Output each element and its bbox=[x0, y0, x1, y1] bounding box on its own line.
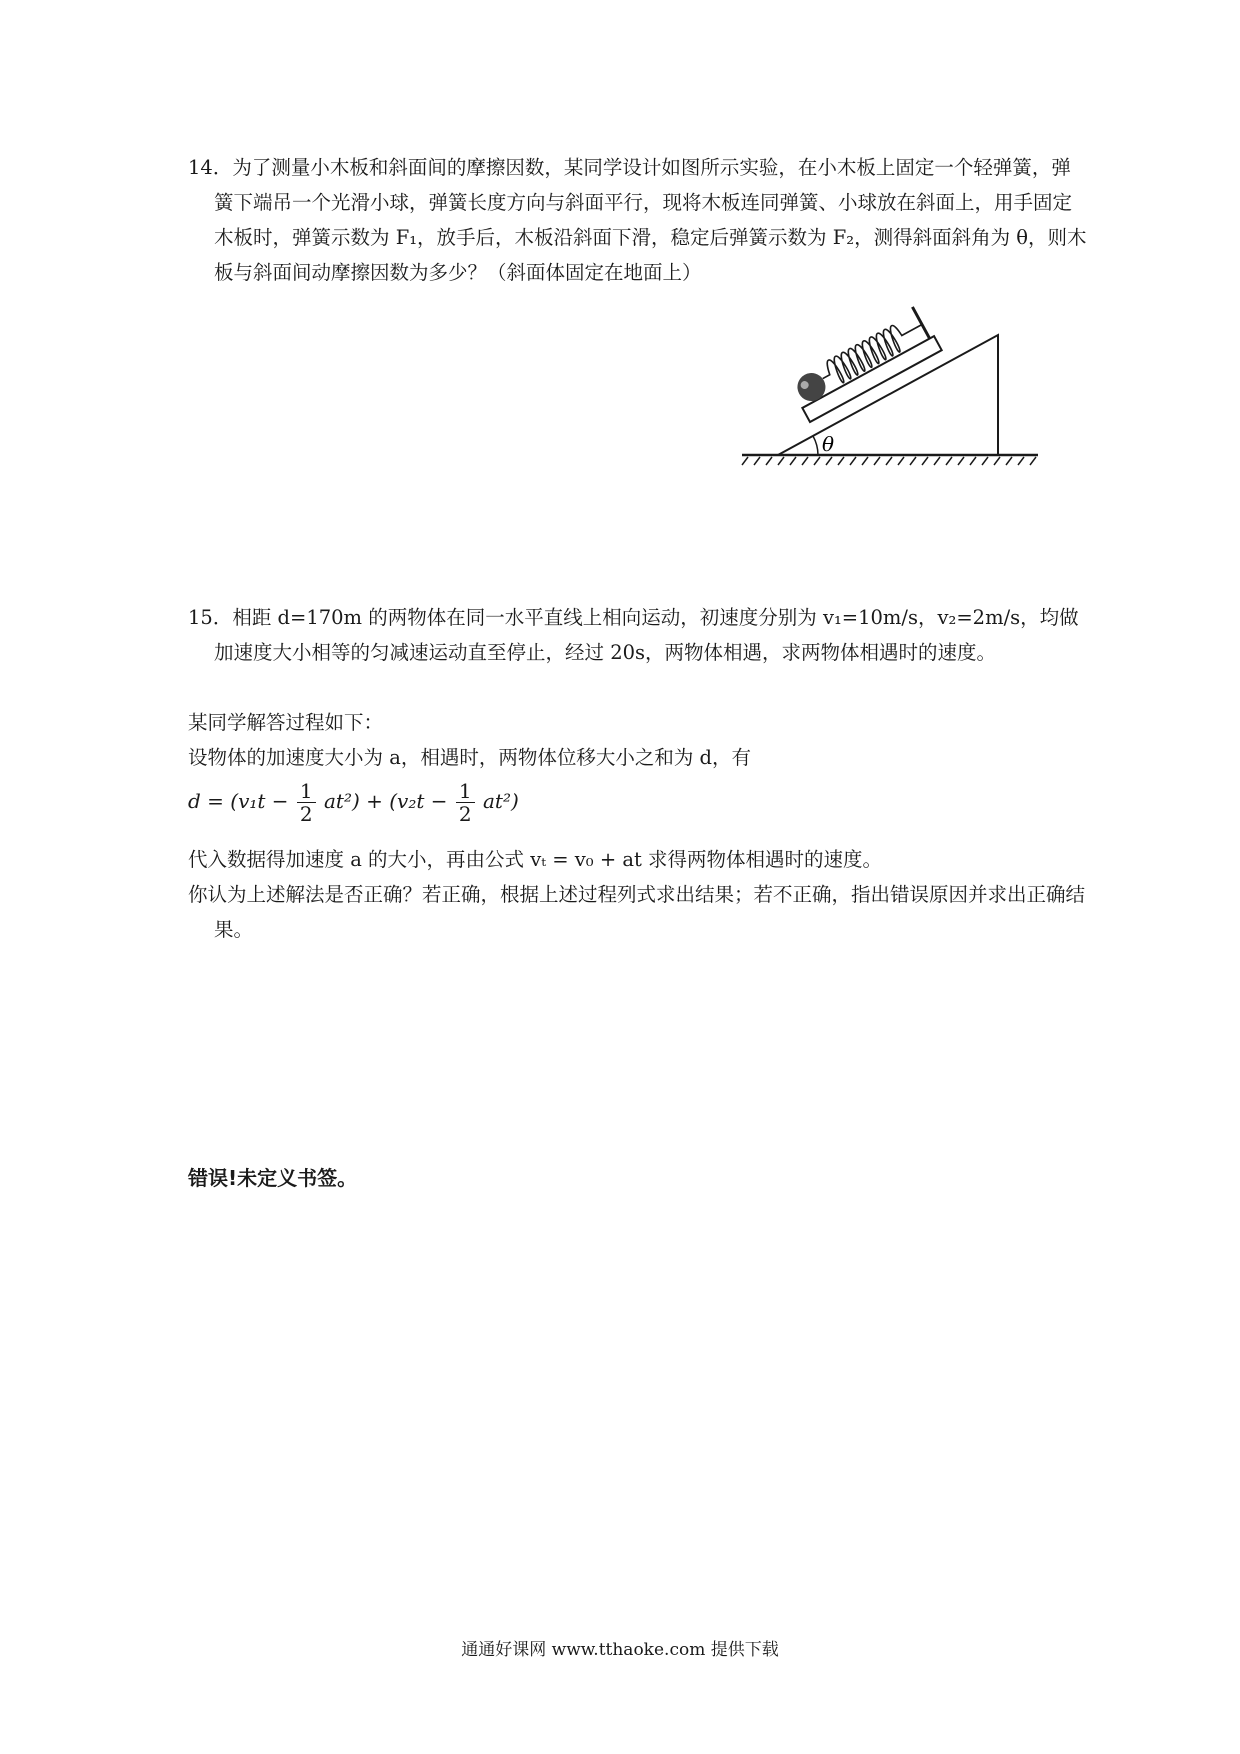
fraction-numerator: 1 bbox=[297, 780, 316, 803]
fraction-half-2 bbox=[456, 780, 475, 825]
solution-method: 代入数据得加速度 a 的大小，再由公式 vₜ = v₀ + at 求得两物体相遇时的速度。 bbox=[188, 848, 883, 871]
equation-end: at²) bbox=[482, 789, 519, 813]
angle-label: θ bbox=[822, 432, 835, 456]
fraction-denominator: 2 bbox=[299, 802, 313, 826]
fraction-denominator: 2 bbox=[458, 802, 472, 826]
footer-credit: 通通好课网 www.tthaoke.com 提供下载 bbox=[461, 1640, 779, 1660]
ground-hatching bbox=[742, 457, 1036, 465]
angle-arc bbox=[813, 436, 818, 455]
fraction-numerator: 1 bbox=[456, 780, 475, 803]
equation-middle: at²) + (v₂t − bbox=[324, 789, 448, 813]
question-14: 14．为了测量小木板和斜面间的摩擦因数，某同学设计如图所示实验，在小木板上固定一个轻弹簧，弹簧下端吊一个光滑小球，弹簧长度方向与斜面平行，现将木板连同弹簧、小球放在斜面上，用手固定木板时，弹簧示数为 F₁，放手后，木板沿斜面下滑，稳定后弹簧示数为 F₂，测得斜面斜角为 θ，则木板与斜面间动摩擦因数为多少？（斜面体固定在地面上） bbox=[188, 156, 1087, 284]
bookmark-error-text: 错误!未定义书签。 bbox=[188, 1166, 358, 1190]
fraction-half-1 bbox=[297, 780, 316, 825]
incline-spring-figure bbox=[740, 305, 1040, 485]
question-15-prompt: 你认为上述解法是否正确？若正确，根据上述过程列式求出结果；若不正确，指出错误原因并求出正确结果。 bbox=[188, 883, 1086, 941]
spring-mount bbox=[912, 307, 929, 339]
solution-intro: 某同学解答过程如下： bbox=[188, 711, 384, 734]
solution-assumption: 设物体的加速度大小为 a，相遇时，两物体位移大小之和为 d，有 bbox=[188, 746, 752, 769]
equation-left: d = (v₁t − bbox=[188, 789, 289, 813]
question-15: 15．相距 d=170m 的两物体在同一水平直线上相向运动，初速度分别为 v₁=10m/s，v₂=2m/s，均做加速度大小相等的匀减速运动直至停止，经过 20s，两物体相遇，求两物体相遇时的速度。 bbox=[188, 606, 1079, 664]
displacement-equation bbox=[188, 780, 519, 840]
wooden-board bbox=[785, 305, 942, 422]
